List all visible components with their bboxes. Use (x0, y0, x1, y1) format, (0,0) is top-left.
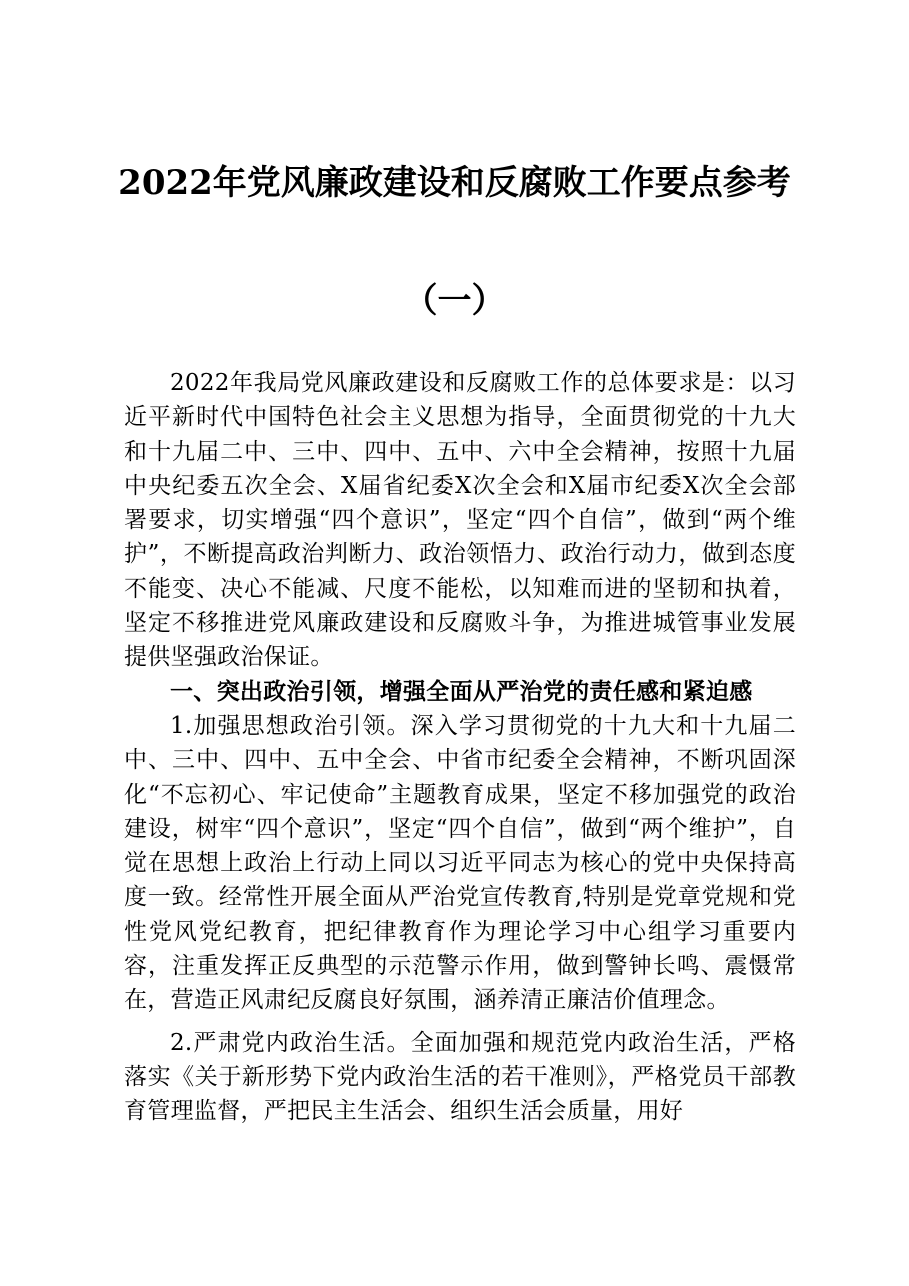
document-body (124, 366, 796, 1129)
paragraph-item-1: 1.加强思想政治引领。深入学习贯彻党的十九大和十九届二中、三中、四中、五中全会、中省市纪委全会精神，不断巩固深化“不忘初心、牢记使命”主题教育成果，坚定不移加强党的政治建设，树牢“四个意识”，坚定“四个自信”，做到“两个维护”，自觉在思想上政治上行动上同以习近平同志为核心的党中央保持高度一致。经常性开展全面从严治党宣传教育,特别是党章党规和党性党风党纪教育，把纪律教育作为理论学习中心组学习重要内容，注重发挥正反典型的示范警示作用，做到警钟长鸣、震慑常在，营造正风肃纪反腐良好氛围，涵养清正廉洁价值理念。 (124, 712, 796, 1014)
document-title: 2022年党风廉政建设和反腐败工作要点参考 (118, 163, 791, 203)
section-heading: 一、突出政治引领，增强全面从严治党的责任感和紧迫感 (170, 678, 753, 705)
paragraph-item-2: 2.严肃党内政治生活。全面加强和规范党内政治生活，严格落实《关于新形势下党内政治生活的若干准则》，严格党员干部教育管理监督，严把民主生活会、组织生活会质量，用好 (124, 1029, 796, 1125)
document-subtitle: （一） (403, 281, 506, 321)
intro-paragraph: 2022年我局党风廉政建设和反腐败工作的总体要求是：以习近平新时代中国特色社会主义思想为指导，全面贯彻党的十九大和十九届二中、三中、四中、五中、六中全会精神，按照十九届中央纪委五次全会、X届省纪委X次全会和X届市纪委X次全会部署要求，切实增强“四个意识”，坚定“四个自信”，做到“两个维护”，不断提高政治判断力、政治领悟力、政治行动力，做到态度不能变、决心不能减、尺度不能松，以知难而进的坚韧和执着，坚定不移推进党风廉政建设和反腐败斗争，为推进城管事业发展提供坚强政治保证。 (124, 370, 796, 671)
